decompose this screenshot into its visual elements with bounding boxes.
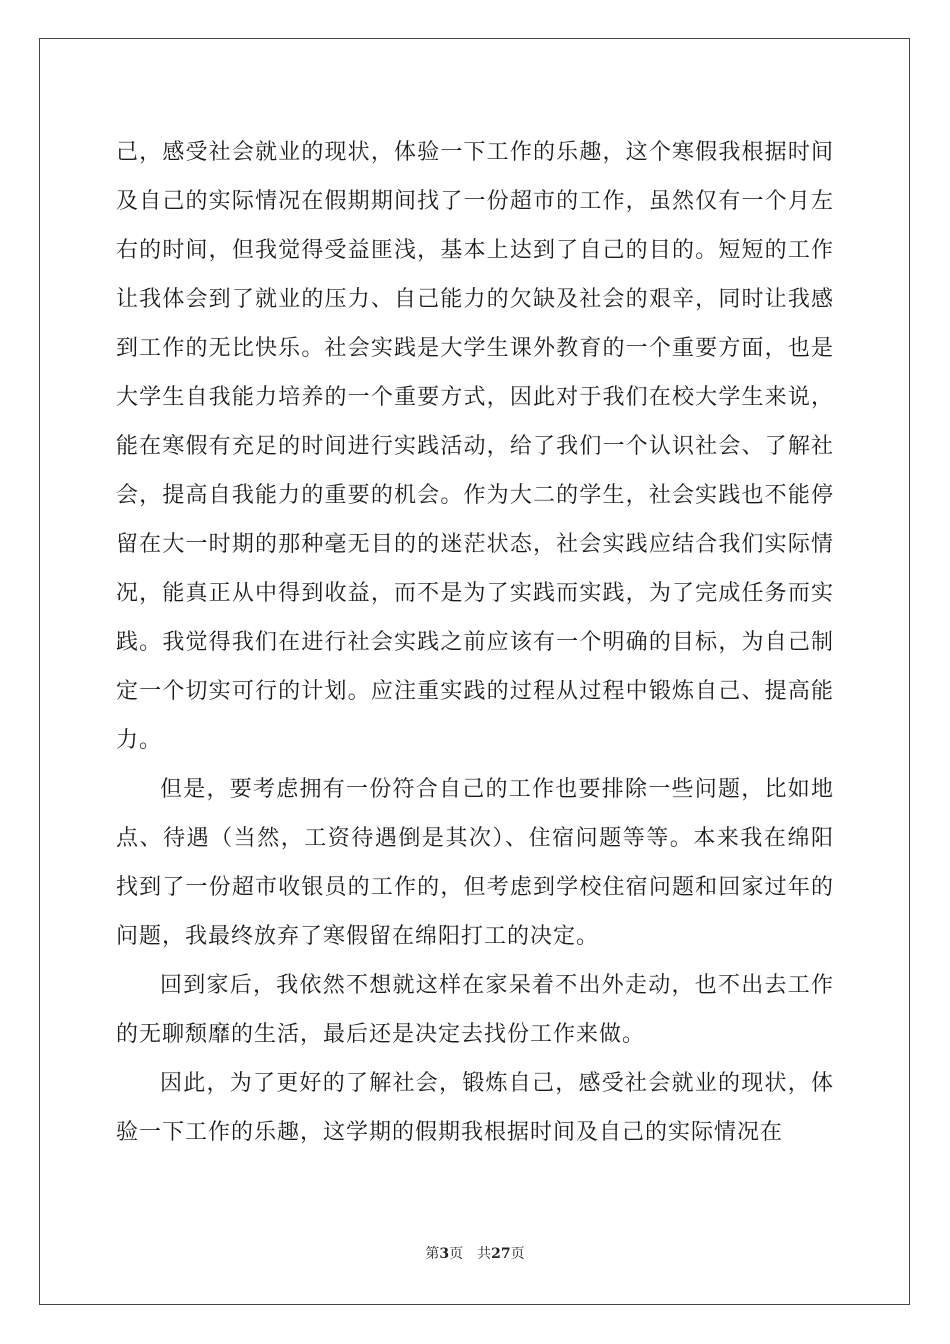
total-page-count: 27 bbox=[491, 1246, 511, 1262]
total-prefix: 共 bbox=[477, 1246, 492, 1262]
document-body bbox=[116, 128, 834, 1157]
paragraph-4: 因此，为了更好的了解社会，锻炼自己，感受社会就业的现状，体验一下工作的乐趣，这学期的假期我根据时间及自己的实际情况在 bbox=[116, 1071, 834, 1145]
paragraph-1: 己，感受社会就业的现状，体验一下工作的乐趣，这个寒假我根据时间及自己的实际情况在假期期间找了一份超市的工作，虽然仅有一个月左右的时间，但我觉得受益匪浅，基本上达到了自己的目的。短短的工作让我体会到了就业的压力、自己能力的欠缺及社会的艰辛，同时让我感到工作的无比快乐。社会实践是大学生课外教育的一个重要方面，也是大学生自我能力培养的一个重要方式，因此对于我们在校大学生来说，能在寒假有充足的时间进行实践活动，给了我们一个认识社会、了解社会，提高自我能力的重要的机会。作为大二的学生，社会实践也不能停留在大一时期的那种毫无目的的迷茫状态，社会实践应结合我们实际情况，能真正从中得到收益，而不是为了实践而实践，为了完成任务而实践。我觉得我们在进行社会实践之前应该有一个明确的目标，为自己制定一个切实可行的计划。应注重实践的过程从过程中锻炼自己、提高能力。 bbox=[116, 140, 834, 753]
paragraph-2: 但是，要考虑拥有一份符合自己的工作也要排除一些问题，比如地点、待遇（当然，工资待遇倒是其次）、住宿问题等等。本来我在绵阳找到了一份超市收银员的工作的，但考虑到学校住宿问题和回家过年的问题，我最终放弃了寒假留在绵阳打工的决定。 bbox=[116, 777, 834, 949]
total-suffix: 页 bbox=[510, 1246, 525, 1262]
page-prefix: 第 bbox=[425, 1246, 440, 1262]
current-page-number: 3 bbox=[439, 1246, 450, 1262]
page-footer bbox=[0, 1243, 950, 1263]
page-suffix: 页 bbox=[449, 1246, 464, 1262]
paragraph-3: 回到家后，我依然不想就这样在家呆着不出外走动，也不出去工作的无聊颓靡的生活，最后还是决定去找份工作来做。 bbox=[116, 973, 834, 1047]
